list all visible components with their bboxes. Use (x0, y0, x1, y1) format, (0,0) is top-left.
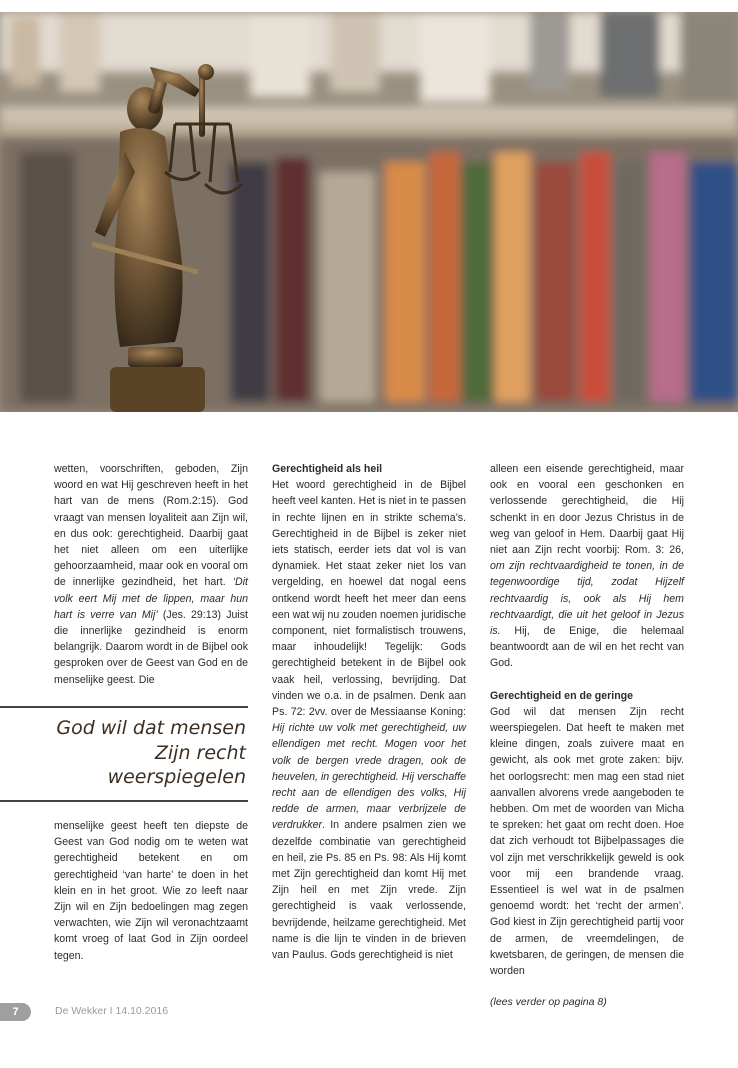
body-text: Hij, de Enige, die helemaal beantwoordt aan de wil en het recht van God. (490, 625, 684, 670)
pull-quote-line: weerspiegelen (107, 766, 246, 788)
section-heading: Gerechtigheid als heil (272, 463, 383, 475)
column-2 (272, 461, 466, 963)
body-text: (Jes. 29:13) Juist die innerlijke gezindheid is enorm belangrijk. Daarom wordt in de Bijbel ook gesproken over de Geest van God en de menselijke geest. Die (54, 608, 248, 686)
hero-photo-lady-justice (0, 12, 738, 412)
column-1-top (54, 461, 248, 688)
paragraph (272, 477, 466, 963)
lady-justice-illustration (0, 12, 738, 412)
pull-quote-line: Zijn recht (154, 741, 246, 764)
publication-info: De Wekker I 14.10.2016 (55, 1005, 169, 1017)
page-number: 7 (0, 1003, 31, 1021)
bible-quote: Hij richte uw volk met gerechtigheid, uw ellendigen met recht. Mogen voor het volk de bergen vrede dragen, ook de heuvelen, in gerechtigheid. Hij verschaffe recht aan de ellendigen des volks, Hij redde de armen, maar verbrijzele de verdrukker (272, 722, 466, 832)
bible-quote: ‘Dit volk eert Mij met de lippen, maar hun hart is verre van Mij’ (54, 576, 248, 621)
pull-quote (0, 706, 248, 802)
section-heading: Gerechtigheid en de geringe (490, 689, 634, 702)
paragraph: God wil dat mensen Zijn recht weerspiegelen. Dat heeft te maken met kleine dingen, zoals zuivere maat en gewicht, als ook met grote zaken: bijv. het oorlogsrecht: men mag een stad niet aanvallen alvorens vrede aangeboden te hebben. Om met de woorden van Micha te spreken: het gaat om recht doen. Hoe dat zich verhoudt tot Bijbelpassages die vol zijn met verschrikkelijk geweld is ook voor mij een brandende vraag. Essentieel is wel wat in de psalmen genoemd wordt: het ‘recht der armen’. God kiest in Zijn gerechtigheid partij voor de armen, de vreemdelingen, de kwetsbaren, de geringen, de mensen die worden (490, 705, 684, 978)
column-3 (490, 461, 684, 979)
body-text: alleen een eisende gerechtigheid, maar ook en vooral een geschonken en verlossende gerechtigheid, die Hij schenkt in en door Jezus Christus in de weg van geloof in Hem. Daarbij gaat Hij niet aan Zijn recht voorbij: Rom. 3: 26, (490, 463, 684, 557)
body-text: . In andere psalmen zien we dezelfde combinatie van gerechtigheid en heil, zie Ps. 85 en Ps. 98: Als Hij komt met Zijn gerechtigheid dan komt Hij met Zijn heil en met Zijn vrede. Zijn gerechtigheid is vaak verlossende, bevrijdende, heilzame gerechtigheid. Met name is die lijn te vinden in de brieven van Paulus. Gods gerechtigheid is niet (272, 819, 466, 962)
paragraph (54, 461, 248, 688)
paragraph (490, 461, 684, 672)
pull-quote-text (6, 716, 246, 790)
pull-quote-line: God wil dat mensen (56, 717, 246, 739)
bible-quote: om zijn rechtvaardigheid te tonen, in de tegenwoordige tijd, zodat Hijzelf rechtvaardig is, ook als Hij hem rechtvaardigt, die uit het geloof in Jezus is. (490, 560, 684, 638)
column-1-bottom (54, 818, 248, 964)
paragraph: menselijke geest heeft ten diepste de Geest van God nodig om te weten wat gerechtigheid betekent en om gerechtigheid ‘van harte’ te doen in het klein en in het groot. Wie zo leeft naar Zijn wil en Zijn bedoelingen mag zegen verwachten, wie Zijn wil veronachtzaamt komt vroeg of laat God in Zijn oordeel tegen. (54, 820, 248, 962)
body-text: Het woord gerechtigheid in de Bijbel heeft veel kanten. Het is niet in te passen in rechte lijnen en in strikte schema’s. Gerechtigheid in de Bijbel is zeker niet iets statisch, eerder iets dat vol is van dynamiek. Het staat zeker niet los van vergelding, en hoewel dat nogal eens ontkend wordt heeft het meer dan eens een wat wij nu zouden noemen juridische component, niet formalistisch trouwens, maar inhoudelijk! Tegelijk: Gods gerechtigheid betekent in de Bijbel ook vaak heil, verlossing, bevrijding. Dat vinden we o.a. in de psalmen. Denk aan Ps. 72: 2vv. over de Messiaanse Koning: (272, 479, 466, 719)
continued-note: (lees verder op pagina 8) (490, 996, 607, 1008)
body-text: wetten, voorschriften, geboden, Zijn woord en wat Hij geschreven heeft in het hart van de mens (Rom.2:15). God vraagt van mensen loyaliteit aan Zijn wil, en dus ook: gerechtigheid. Daarbij gaat het niet alleen om een uiterlijke gehoorzaamheid, maar ook en vooral om de innerlijke gezindheid, het hart. (54, 463, 248, 589)
page-footer (0, 1003, 400, 1021)
